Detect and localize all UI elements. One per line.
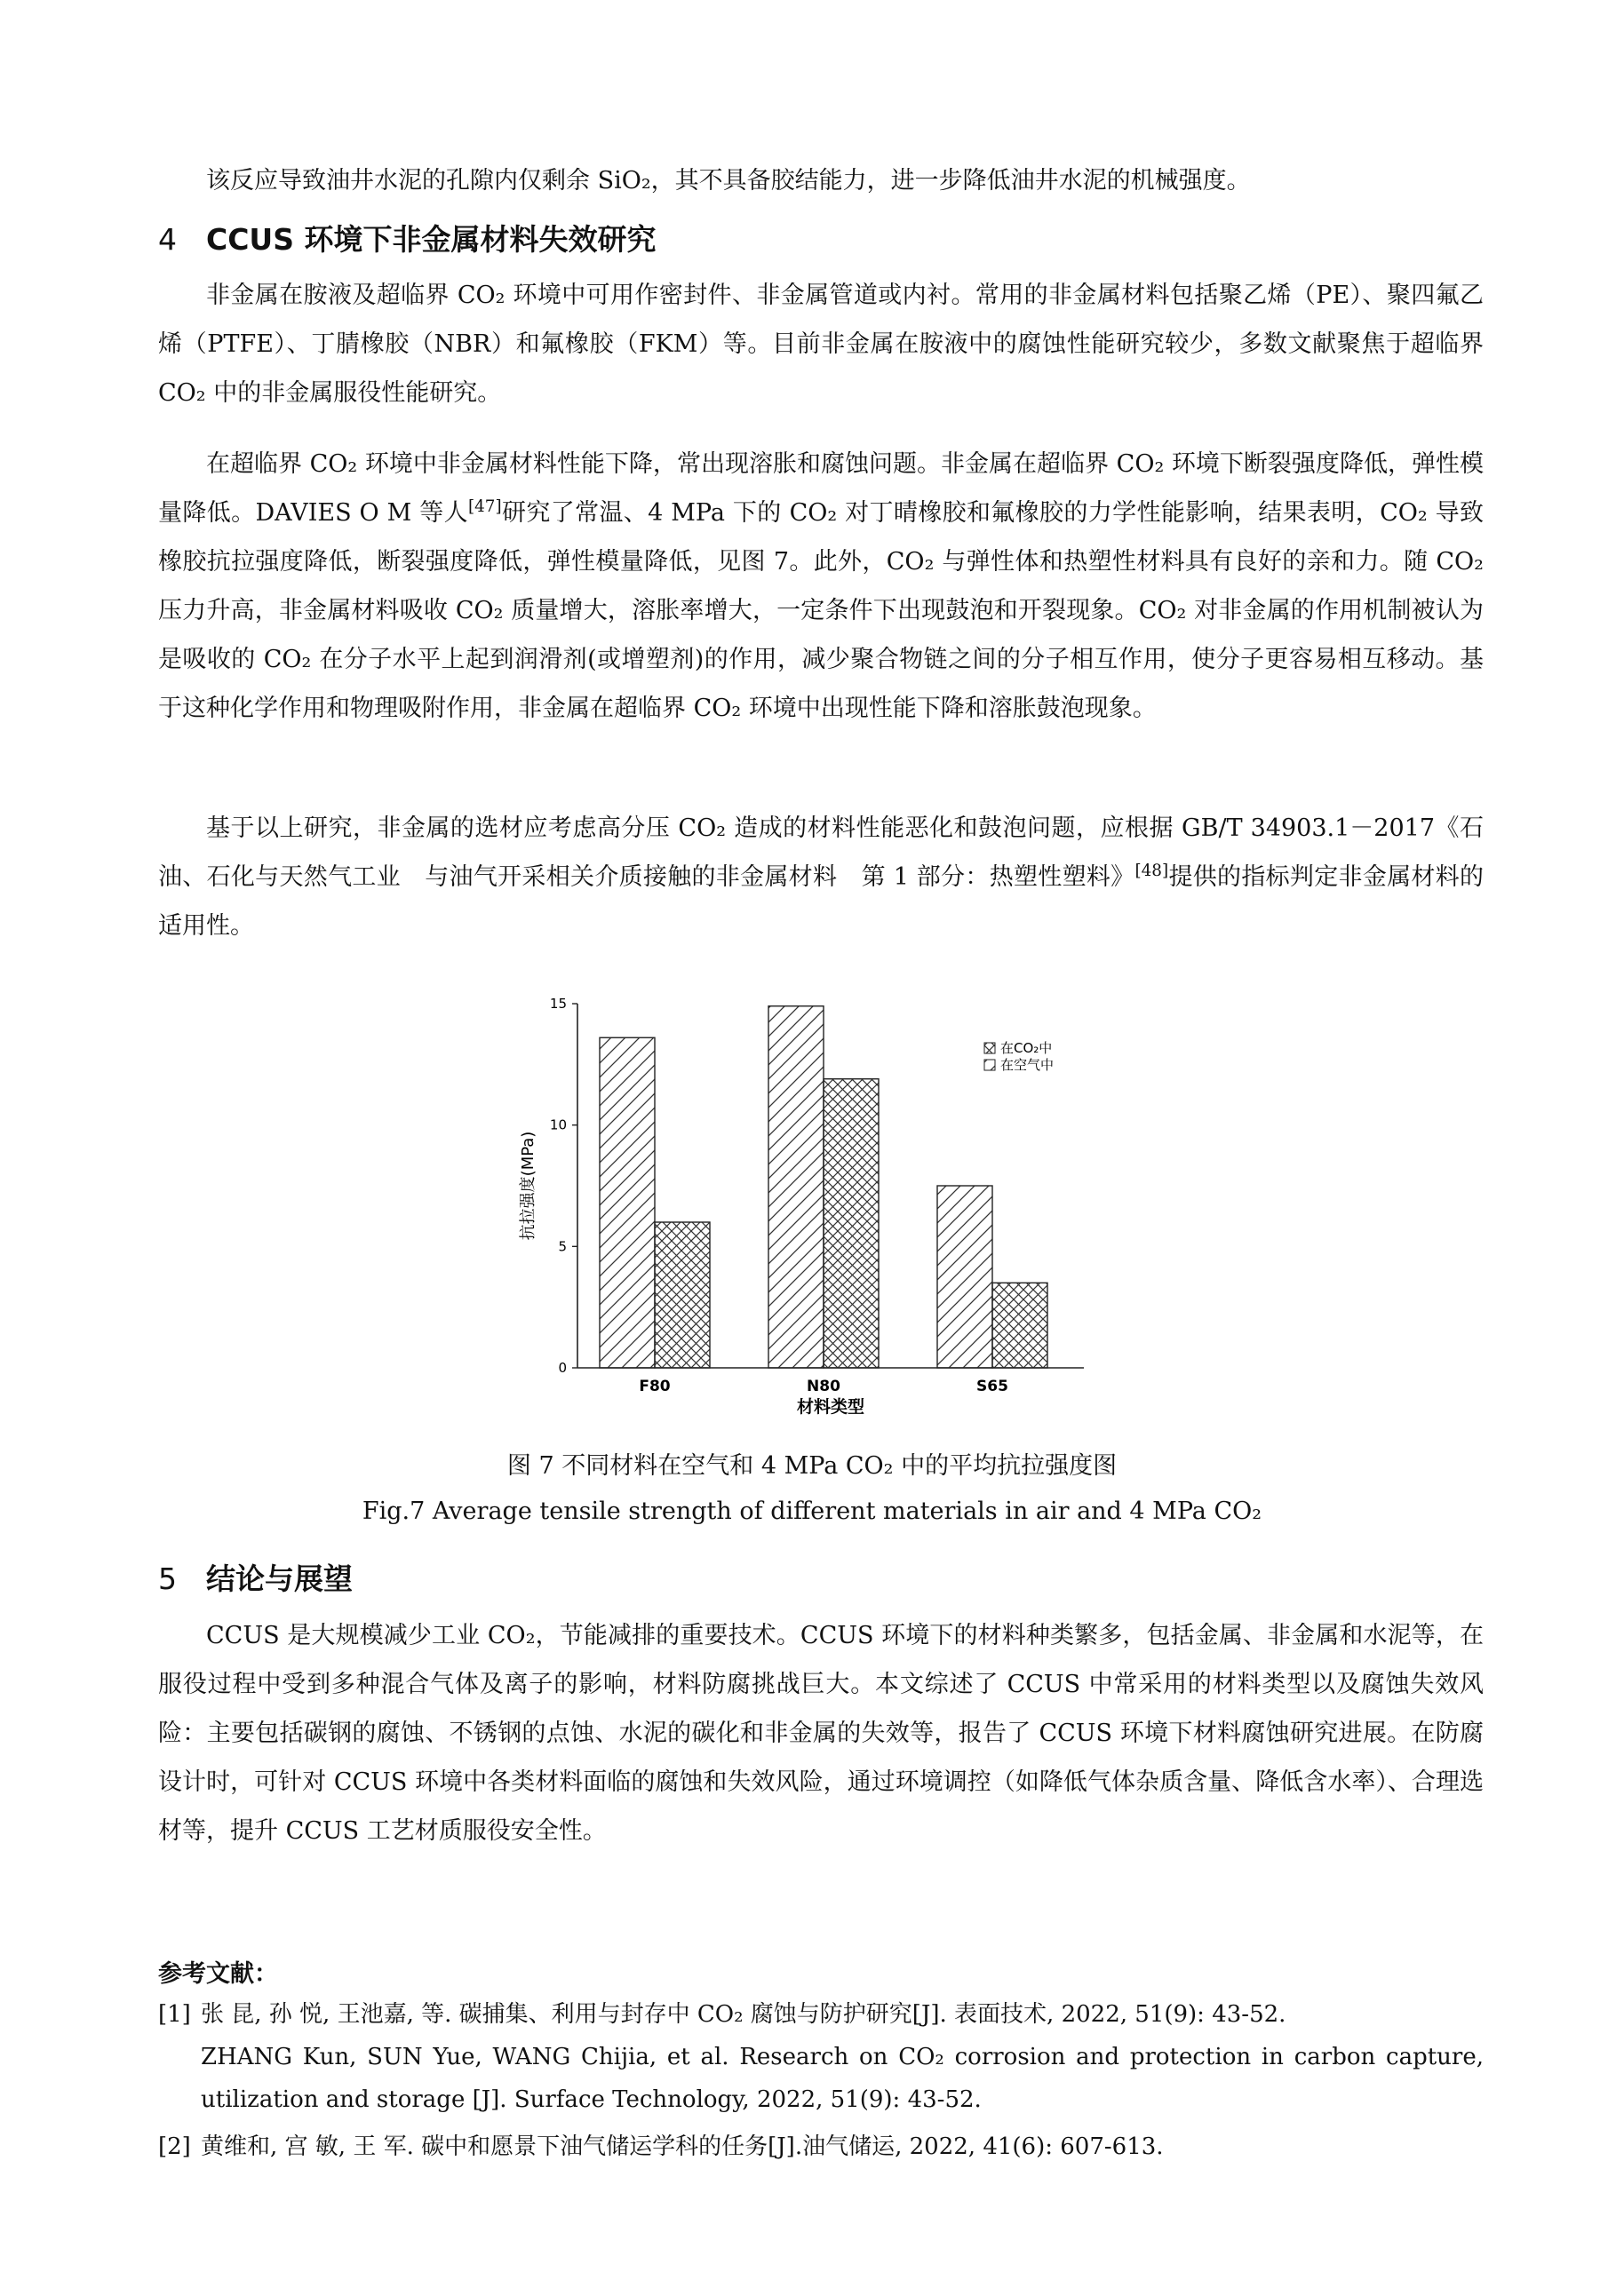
- paragraph-nonmetal-degradation: [158, 440, 1484, 733]
- y-tick-label: 15: [549, 996, 567, 1012]
- legend-swatch-co2: [984, 1043, 995, 1053]
- legend-swatch-air: [984, 1060, 995, 1070]
- reference-cn: 黄维和, 宫 敏, 王 军. 碳中和愿景下油气储运学科的任务[J].油气储运, 2022, 41(6): 607-613.: [201, 2133, 1164, 2160]
- paragraph-text: 提供的指标判定非金属材料的适用性。: [158, 863, 1485, 940]
- bar-s65-air: [937, 1186, 992, 1368]
- x-tick-label-n80: N80: [807, 1378, 840, 1395]
- section-title: CCUS 环境下非金属材料失效研究: [206, 222, 657, 257]
- paragraph-text: 基于以上研究，非金属的选材应考虑高分压 CO₂ 造成的材料性能恶化和鼓泡问题，应根据 GB/T 34903.1－2017《石油、石化与天然气工业 与油气开采相关介质接触的非金属材料 第 1 部分：热塑性塑料》: [158, 814, 1484, 891]
- figure-7-caption-en: Fig.7 Average tensile strength of different materials in air and 4 MPa CO₂: [362, 1498, 1262, 1525]
- bar-f80-air: [600, 1037, 655, 1368]
- reference-item-1: [158, 1993, 1484, 2121]
- bar-s65-co2: [992, 1283, 1047, 1368]
- y-tick-label: 0: [558, 1360, 567, 1376]
- reference-number: [1]: [158, 2001, 191, 2028]
- paragraph-cement-strength: 该反应导致油井水泥的孔隙内仅剩余 SiO₂，其不具备胶结能力，进一步降低油井水泥的机械强度。: [206, 167, 1251, 195]
- figure-7-caption-cn: 图 7 不同材料在空气和 4 MPa CO₂ 中的平均抗拉强度图: [506, 1452, 1118, 1480]
- y-axis-label: 抗拉强度(MPa): [519, 1131, 537, 1241]
- legend-label-co2: 在CO₂中: [1000, 1040, 1053, 1056]
- y-tick-label: 10: [549, 1116, 567, 1133]
- section-4-heading: [158, 217, 657, 258]
- section-number: 4: [158, 222, 177, 257]
- paragraph-material-selection: [158, 804, 1484, 950]
- section-number: 5: [158, 1561, 177, 1596]
- chart-legend: [984, 1040, 1054, 1073]
- x-tick-label-f80: F80: [639, 1378, 671, 1395]
- tensile-strength-bar-chart: [515, 977, 1102, 1439]
- references-heading: 参考文献：: [158, 1960, 278, 1988]
- x-tick-label-s65: S65: [976, 1378, 1008, 1395]
- section-title: 结论与展望: [206, 1561, 353, 1596]
- reference-item-2: [158, 2125, 1484, 2168]
- reference-en: ZHANG Kun, SUN Yue, WANG Chijia, et al. Research on CO₂ corrosion and protection in carbon capture, utilization and storage [J]. Surface Technology, 2022, 51(9): 43-52.: [201, 2044, 1484, 2113]
- bar-n80-air: [768, 1006, 824, 1368]
- y-tick-label: 5: [558, 1238, 567, 1255]
- citation-47: [47]: [467, 497, 502, 516]
- bar-f80-co2: [655, 1222, 710, 1368]
- legend-label-air: 在空气中: [1000, 1057, 1055, 1073]
- bar-n80-co2: [824, 1079, 879, 1368]
- reference-cn: 张 昆, 孙 悦, 王池嘉, 等. 碳捕集、利用与封存中 CO₂ 腐蚀与防护研究[J]. 表面技术, 2022, 51(9): 43-52.: [201, 2001, 1286, 2028]
- paragraph-text: 研究了常温、4 MPa 下的 CO₂ 对丁晴橡胶和氟橡胶的力学性能影响，结果表明，CO₂ 导致橡胶抗拉强度降低，断裂强度降低，弹性模量降低，见图 7。此外，CO₂ 与弹性体和热塑性材料具有良好的亲和力。随 CO₂ 压力升高，非金属材料吸收 CO₂ 质量增大，溶胀率增大，一定条件下出现鼓泡和开裂现象。CO₂ 对非金属的作用机制被认为是吸收的 CO₂ 在分子水平上起到润滑剂(或增塑剂)的作用，减少聚合物链之间的分子相互作用，使分子更容易相互移动。基于这种化学作用和物理吸附作用，非金属在超临界 CO₂ 环境中出现性能下降和溶胀鼓泡现象。: [158, 499, 1484, 722]
- paragraph-conclusion: CCUS 是大规模减少工业 CO₂，节能减排的重要技术。CCUS 环境下的材料种类繁多，包括金属、非金属和水泥等，在服役过程中受到多种混合气体及离子的影响，材料防腐挑战巨大。本文综述了 CCUS 中常采用的材料类型以及腐蚀失效风险：主要包括碳钢的腐蚀、不锈钢的点蚀、水泥的碳化和非金属的失效等，报告了 CCUS 环境下材料腐蚀研究进展。在防腐设计时，可针对 CCUS 环境中各类材料面临的腐蚀和失效风险，通过环境调控（如降低气体杂质含量、降低含水率）、合理选材等，提升 CCUS 工艺材质服役安全性。: [158, 1622, 1484, 1845]
- x-axis-label: 材料类型: [796, 1397, 865, 1417]
- paragraph-nonmetal-intro: 非金属在胺液及超临界 CO₂ 环境中可用作密封件、非金属管道或内衬。常用的非金属材料包括聚乙烯（PE）、聚四氟乙烯（PTFE）、丁腈橡胶（NBR）和氟橡胶（FKM）等。目前非金属在胺液中的腐蚀性能研究较少，多数文献聚焦于超临界 CO₂ 中的非金属服役性能研究。: [158, 282, 1484, 407]
- citation-48: [48]: [1134, 862, 1169, 880]
- reference-number: [2]: [158, 2133, 191, 2160]
- paragraph-text: 在超临界 CO₂ 环境中非金属材料性能下降，常出现溶胀和腐蚀问题。非金属在超临界 CO₂ 环境下断裂强度降低，弹性模量降低。DAVIES O M 等人: [158, 450, 1484, 527]
- section-5-heading: [158, 1556, 353, 1598]
